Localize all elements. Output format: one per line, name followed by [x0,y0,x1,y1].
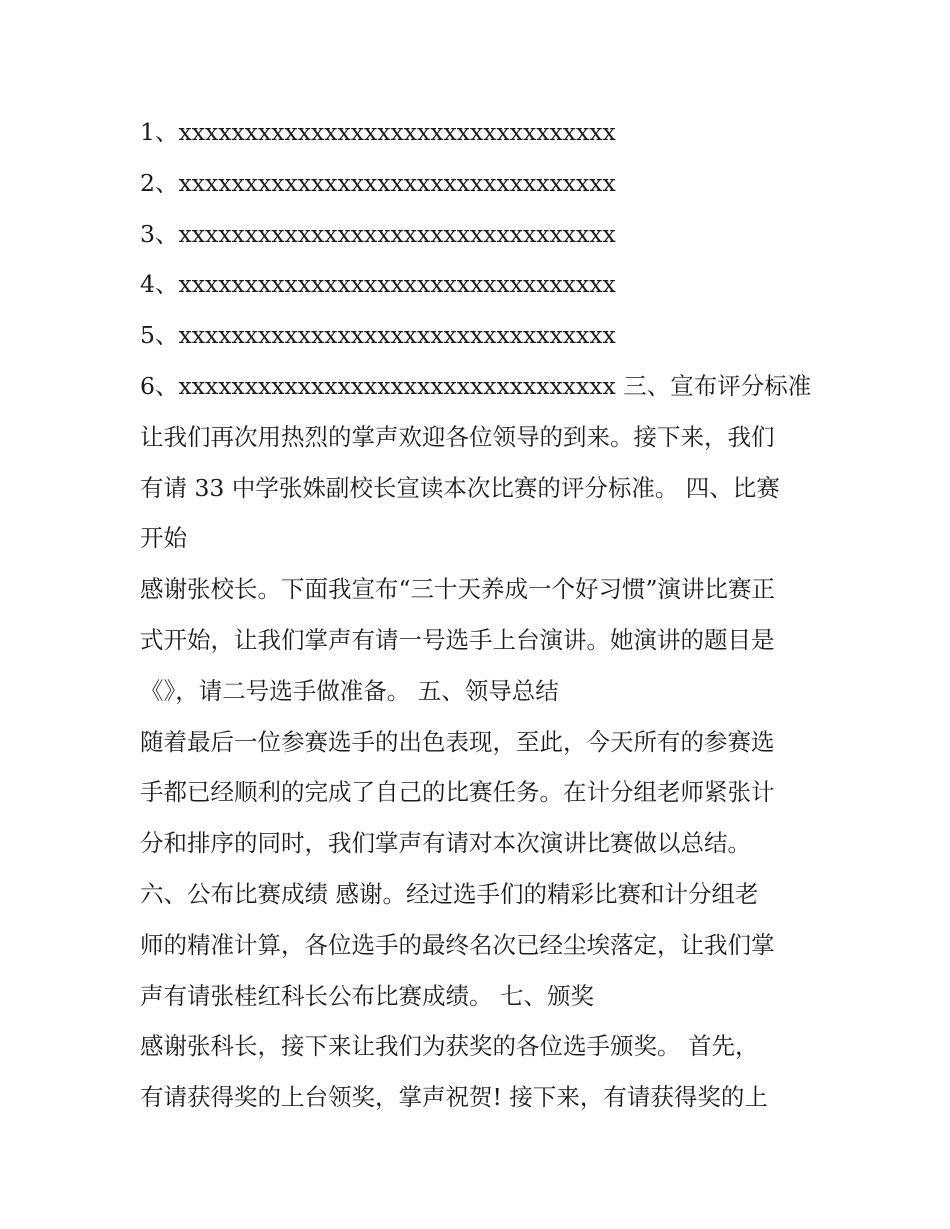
paragraph-line: 师的精准计算，各位选手的最终名次已经尘埃落定，让我们掌 [140,930,775,959]
paragraph-line: 感谢张科长，接下来让我们为获奖的各位选手颁奖。 首先， [140,1032,759,1061]
list-item-6: 6、xxxxxxxxxxxxxxxxxxxxxxxxxxxxxxxxx 三、宣布评分标准 [140,371,812,400]
paragraph-line: 有请 33 中学张姝副校长宣读本次比赛的评分标准。 四、比赛 [140,473,780,502]
list-item-2: 2、xxxxxxxxxxxxxxxxxxxxxxxxxxxxxxxxx [140,168,616,197]
paragraph-line: 让我们再次用热烈的掌声欢迎各位领导的到来。接下来，我们 [140,422,775,451]
paragraph-line: 开始 [140,524,187,553]
paragraph-line: 随着最后一位参赛选手的出色表现，至此，今天所有的参赛选 [140,727,775,756]
paragraph-line: 声有请张桂红科长公布比赛成绩。 七、颁奖 [140,981,594,1010]
list-item-3: 3、xxxxxxxxxxxxxxxxxxxxxxxxxxxxxxxxx [140,219,616,248]
list-item-1: 1、xxxxxxxxxxxxxxxxxxxxxxxxxxxxxxxxx [140,118,616,146]
paragraph-line: 《》，请二号选手做准备。 五、领导总结 [140,676,559,705]
paragraph-line: 分和排序的同时，我们掌声有请对本次演讲比赛做以总结。 [140,829,751,858]
list-item-5: 5、xxxxxxxxxxxxxxxxxxxxxxxxxxxxxxxxx [140,321,616,350]
list-item-4: 4、xxxxxxxxxxxxxxxxxxxxxxxxxxxxxxxxx [140,270,616,299]
paragraph-line: 式开始，让我们掌声有请一号选手上台演讲。她演讲的题目是 [140,625,775,654]
paragraph-line: 感谢张校长。下面我宣布“三十天养成一个好习惯”演讲比赛正 [140,575,776,604]
paragraph-line: 手都已经顺利的完成了自己的比赛任务。在计分组老师紧张计 [140,778,775,807]
paragraph-line: 六、公布比赛成绩 感谢。经过选手们的精彩比赛和计分组老 [140,879,759,908]
paragraph-line: 有请获得奖的上台领奖，掌声祝贺! 接下来，有请获得奖的上 [140,1083,768,1112]
document-body [140,107,820,1123]
